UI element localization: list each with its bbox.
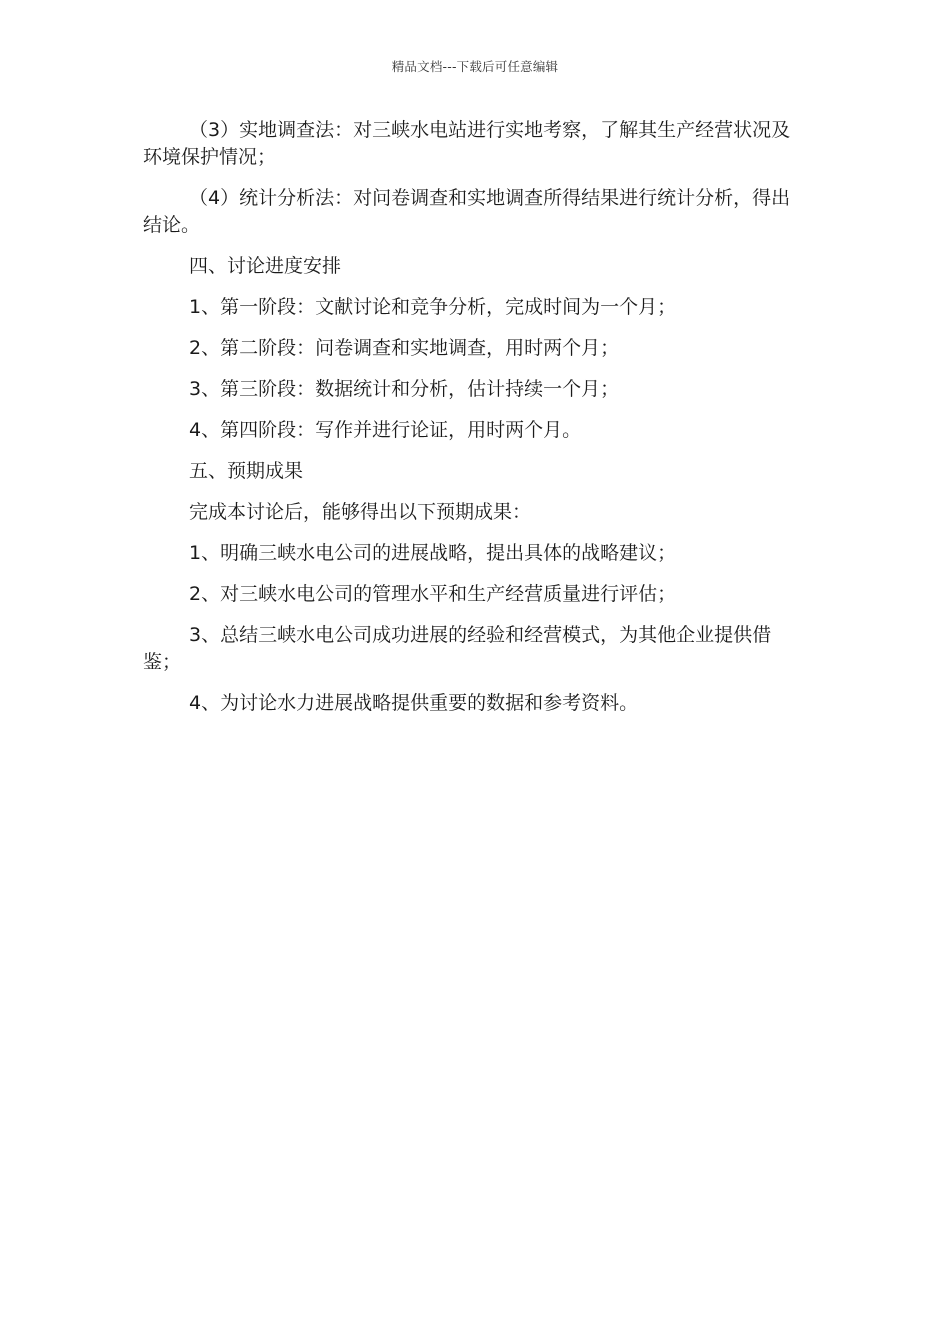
schedule-stage-1: 1、第一阶段：文献讨论和竞争分析，完成时间为一个月； (189, 296, 677, 318)
document-body (143, 117, 808, 731)
method-field-survey: （3）实地调查法：对三峡水电站进行实地考察，了解其生产经营状况及环境保护情况； (143, 119, 791, 168)
schedule-stage-3: 3、第三阶段：数据统计和分析，估计持续一个月； (189, 378, 620, 400)
page-header: 精品文档---下载后可任意编辑 (391, 59, 559, 74)
section-heading-schedule: 四、讨论进度安排 (189, 255, 342, 277)
outcome-item-1: 1、明确三峡水电公司的进展战略，提出具体的战略建议； (189, 542, 677, 564)
outcome-item-2: 2、对三峡水电公司的管理水平和生产经营质量进行评估； (189, 583, 677, 605)
outcome-item-3: 3、总结三峡水电公司成功进展的经验和经营模式，为其他企业提供借鉴； (143, 624, 772, 673)
outcome-item-4: 4、为讨论水力进展战略提供重要的数据和参考资料。 (189, 692, 639, 714)
schedule-stage-2: 2、第二阶段：问卷调查和实地调查，用时两个月； (189, 337, 620, 359)
method-statistical-analysis: （4）统计分析法：对问卷调查和实地调查所得结果进行统计分析，得出结论。 (143, 187, 791, 236)
section-heading-outcomes: 五、预期成果 (189, 460, 304, 482)
outcomes-intro: 完成本讨论后，能够得出以下预期成果： (189, 501, 532, 523)
schedule-stage-4: 4、第四阶段：写作并进行论证，用时两个月。 (189, 419, 582, 441)
